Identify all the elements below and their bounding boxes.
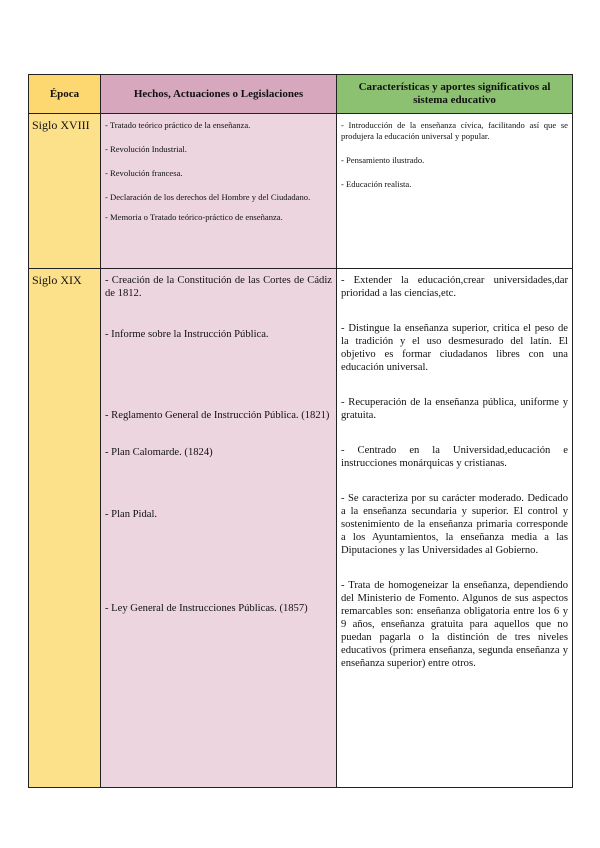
table-row-siglo-xix — [29, 269, 573, 788]
header-row — [29, 75, 573, 114]
era-cell: Siglo XIX — [29, 269, 101, 788]
header-caracteristicas: Características y aportes significativos al sistema educativo — [337, 75, 573, 114]
list-item: - Reglamento General de Instrucción Pública. (1821) — [105, 410, 330, 421]
list-item: - Introducción de la enseñanza cívica, facilitando así que se produjera la educación universal y popular. — [341, 120, 568, 141]
list-item: - Revolución francesa. — [105, 168, 183, 178]
list-item: - Educación realista. — [341, 179, 412, 189]
list-item: - Centrado en la Universidad,educación e instrucciones monárquicas y cristianas. — [341, 445, 568, 469]
list-item: - Trata de homogeneizar la enseñanza, dependiendo del Ministerio de Fomento. Algunos de sus aspectos remarcables son: enseñanza obligatoria entre los 6 y 9 años, enseñanza gratuita para aquellos que no puedan pagarla o la distinción de tres niveles educativos (primera enseñanza, segunda enseñanza y enseñanza superior) entre otros. — [341, 580, 568, 669]
list-item: - Tratado teórico práctico de la enseñanza. — [105, 120, 251, 130]
aportes-cell — [337, 269, 573, 788]
list-item: - Pensamiento ilustrado. — [341, 155, 425, 165]
list-item: - Recuperación de la enseñanza pública, uniforme y gratuita. — [341, 397, 568, 421]
list-item: - Declaración de los derechos del Hombre y del Ciudadano. — [105, 192, 311, 202]
aportes-cell — [337, 114, 573, 269]
hechos-cell — [101, 269, 337, 788]
list-item: - Informe sobre la Instrucción Pública. — [105, 329, 269, 340]
list-item: - Revolución Industrial. — [105, 144, 187, 154]
list-item: - Plan Calomarde. (1824) — [105, 447, 213, 458]
list-item: - Ley General de Instrucciones Públicas. (1857) — [105, 603, 308, 614]
list-item: - Extender la educación,crear universidades,dar prioridad a las ciencias,etc. — [341, 275, 568, 299]
header-hechos: Hechos, Actuaciones o Legislaciones — [101, 75, 337, 114]
list-item: - Plan Pidal. — [105, 509, 158, 520]
list-item: - Memoria o Tratado teórico-práctico de enseñanza. — [105, 212, 283, 222]
era-cell: Siglo XVIII — [29, 114, 101, 269]
list-item: - Se caracteriza por su carácter moderado. Dedicado a la enseñanza secundaria y superior. El control y sostenimiento de la enseñanza primaria corresponde a los Ayuntamientos, la enseñanza media a las Diputaciones y las Universidades al Gobierno. — [341, 493, 568, 556]
list-item: - Creación de la Constitución de las Cortes de Cádiz de 1812. — [105, 275, 332, 299]
history-table — [28, 74, 573, 788]
header-epoca: Época — [29, 75, 101, 114]
hechos-cell — [101, 114, 337, 269]
list-item: - Distingue la enseñanza superior, critica el peso de la tradición y el uso desmesurado del latín. El objetivo es formar ciudadanos libres con una educación universal. — [341, 323, 568, 373]
table-row-siglo-xviii — [29, 114, 573, 269]
